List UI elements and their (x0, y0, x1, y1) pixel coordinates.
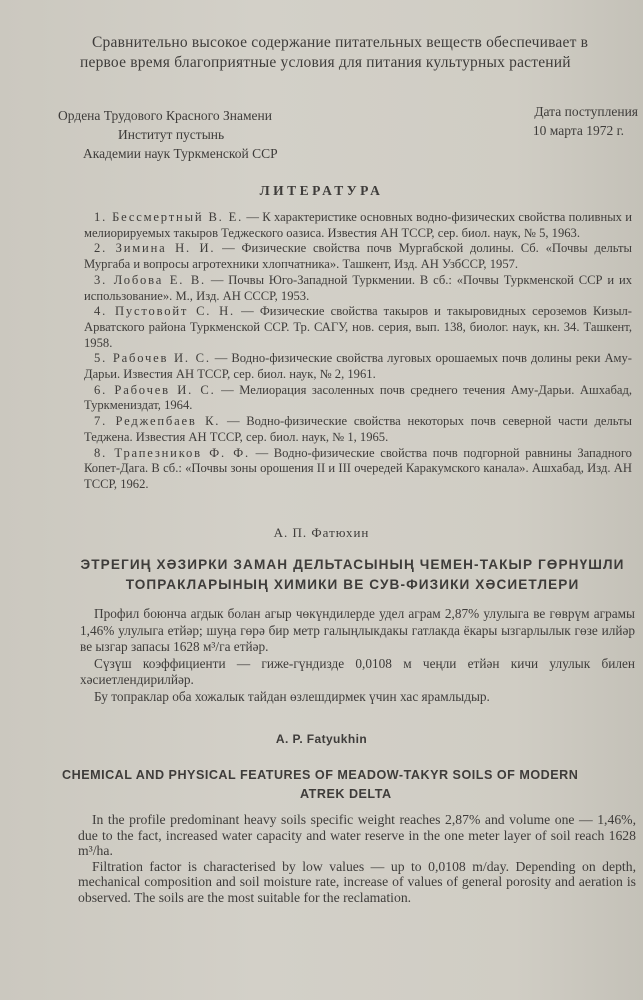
reference-text: — Водно-физические свойства луговых орошаемых почв долины реки Аму-Дарьи. Известия АН ТССР, сер. биол. наук, № 2, 1961. (84, 351, 632, 382)
turkmen-title: ЭТРЕГИҢ ХӘЗИРКИ ЗАМАН ДЕЛЬТАСЫНЫҢ ЧЕМЕН-ТАКЫР ГӨРНҮШЛИ ТОПРАКЛАРЫНЫҢ ХИМИКИ ВЕ СУВ-ФИЗИКИ ХӘСИЕТЛЕРИ (80, 557, 625, 592)
reference-author: 5. Рабочев И. С. (94, 351, 211, 366)
abstract-paragraph: In the profile predominant heavy soils specific weight reaches 2,87% and volume one — 1,46%, due to the fact, increased water capacity and water reserve in the one meter layer of soil reach 1628 m³/ha. (78, 812, 636, 859)
reference-text: — Физические свойства такыров и такыровидных сероземов Кизыл-Арватского района Туркменской ССР. Тр. САГУ, нов. серия, вып. 138, биолог. наук, кн. 34. Ташкент, 1958. (84, 304, 633, 350)
english-author: A. P. Fatyukhin (275, 732, 368, 746)
reference-item (84, 414, 632, 445)
reference-author: 4. Пустовойт С. Н. (94, 304, 235, 319)
affiliation-block (58, 106, 278, 163)
reference-item (84, 446, 632, 493)
english-title (62, 766, 637, 804)
received-date: 10 марта 1972 г. (532, 123, 624, 138)
reference-item (84, 241, 632, 272)
english-abstract (78, 812, 636, 906)
reference-item (84, 351, 632, 382)
reference-author: 6. Рабочев И. С. (94, 382, 216, 397)
reference-author: 7. Реджепбаев К. (94, 414, 221, 429)
english-title-line-1: CHEMICAL AND PHYSICAL FEATURES OF MEADOW-TAKYR SOILS OF MODERN (62, 768, 579, 782)
reference-text: — Почвы Юго-Западной Туркмении. В сб.: «Почвы Туркменской ССР и их использование». М., Изд. АН СССР, 1953. (84, 272, 633, 303)
abstract-paragraph: Бу топраклар оба хожалык тайдан өзлешдирмек үчин хас ярамлыдыр. (94, 688, 490, 704)
abstract-paragraph: Сүзүш коэффициенти — гиже-гүндизде 0,0108 м чеңли етйән кичи улулык билен хәсиетлендирилйәр. (80, 655, 635, 687)
abstract-paragraph: Профил боюнча агдык болан агыр чөкүндилерде удел аграм 2,87% улулыга ве гөврүм аграмы 1,46% улулыга етйәр; шуңа гөрә бир метр галыңлыкдакы гатлакда ёкары ызгарлылык гөзе илйәр ве ызгар запасы 1628 м³/га етйәр. (80, 606, 635, 654)
reference-author: 3. Лобова Е. В. (94, 272, 206, 287)
reference-author: 2. Зимина Н. И. (94, 241, 216, 256)
turkmen-abstract (80, 606, 635, 705)
reference-list (84, 210, 632, 493)
reference-text: — Водно-физические свойства почв подгорной равнины Западного Копет-Дага. В сб.: «Почвы зоны орошения II и III очередей Каракумского канала». Ашхабад, Изд. АН ТССР, 1962. (84, 445, 632, 491)
reference-text: — Мелиорация засоленных почв среднего течения Аму-Дарьи. Ашхабад, Туркмениздат, 1964. (84, 382, 632, 413)
received-label: Дата поступления (534, 104, 638, 119)
affiliation-line-1: Ордена Трудового Красного Знамени (58, 108, 272, 123)
reference-text: — К характеристике основных водно-физических свойства поливных и мелиорируемых такыров Теджеского оазиса. Известия АН ТССР, сер. биол. наук, № 5, 1963. (84, 210, 632, 240)
literature-heading: ЛИТЕРАТУРА (259, 183, 384, 198)
reference-item (84, 210, 632, 241)
intro-paragraph: Сравнительно высокое содержание питательных веществ обеспечивает в первое время благоприятные условия для питания культурных растений (80, 34, 589, 71)
reference-item (84, 304, 632, 351)
received-date-block (510, 102, 638, 140)
reference-text: — Физические свойства почв Мургабской долины. Сб. «Почвы дельты Мургаба и вопросы агротехники хлопчатника». Ташкент, Изд. АН УзбССР, 1957. (84, 241, 632, 272)
reference-text: — Водно-физические свойства некоторых почв северной части дельты Теджена. Известия АН ТССР, сер. биол. наук, № 1, 1965. (84, 414, 632, 444)
reference-item (84, 383, 632, 414)
affiliation-line-3: Академии наук Туркменской ССР (83, 146, 278, 161)
turkmen-author: А. П. Фатюхин (273, 525, 370, 540)
reference-item (84, 273, 632, 304)
english-title-line-2: ATREK DELTA (300, 787, 392, 801)
affiliation-line-2: Институт пустынь (118, 127, 225, 142)
reference-author: 1. Бессмертный В. Е. (94, 210, 244, 224)
abstract-paragraph: Filtration factor is characterised by low values — up to 0,0108 m/day. Depending on depth, mechanical composition and soil moisture rate, increase of values of general porosity and aeration is observed. The soils are the most suitable for the reclamation. (78, 858, 636, 905)
reference-author: 8. Трапезников Ф. Ф. (94, 445, 250, 460)
